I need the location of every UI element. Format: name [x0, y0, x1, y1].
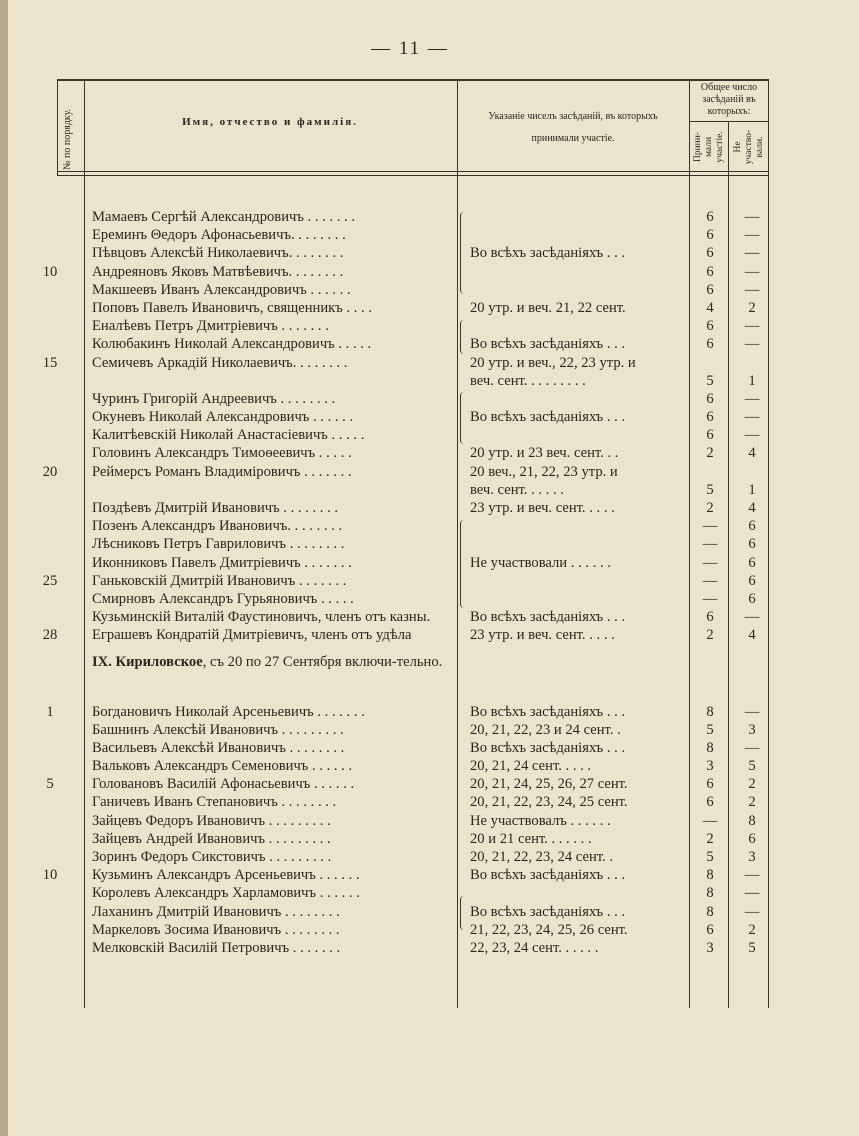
row-not-participated: — — [744, 336, 760, 353]
row-participated: — — [702, 518, 718, 535]
row-number: 10 — [42, 867, 58, 884]
row-name: Кузьминъ Александръ Арсеньевичъ . . . . . . — [92, 867, 360, 884]
table-row — [0, 626, 859, 644]
row-dates: 20, 21, 22, 23, 24, 25 сент. — [470, 794, 628, 811]
row-participated: 2 — [706, 445, 714, 462]
row-number: 5 — [46, 776, 54, 793]
row-dates: Во всѣхъ засѣданіяхъ . . . — [470, 336, 626, 353]
table-row — [0, 499, 859, 517]
header-name: Имя, отчество и фамилія. — [182, 116, 358, 128]
table-row — [0, 463, 859, 481]
header-total: Общее число засѣданій въ которыхъ: — [700, 82, 758, 117]
page-number: — 11 — — [371, 38, 449, 59]
row-name: Головинъ Александръ Тимоѳеевичъ . . . . . — [92, 445, 352, 462]
row-not-participated: 6 — [748, 518, 756, 535]
row-name: Ганичевъ Иванъ Степановичъ . . . . . . . . — [92, 794, 337, 811]
row-dates: 21, 22, 23, 24, 25, 26 сент. — [470, 921, 628, 938]
row-dates: Во всѣхъ засѣданіяхъ . . . — [470, 609, 626, 626]
table-row — [0, 739, 859, 757]
row-name: Позенъ Александръ Ивановичъ. . . . . . . . — [92, 518, 343, 535]
row-not-participated: 6 — [748, 590, 756, 607]
row-not-participated: — — [744, 867, 760, 884]
row-participated: 2 — [706, 627, 714, 644]
row-name: Поздѣевъ Дмитрій Ивановичъ . . . . . . . . — [92, 500, 339, 516]
row-not-participated: 6 — [748, 830, 756, 847]
row-participated: 6 — [706, 776, 714, 793]
header-participated: Прини-мали участіе. — [693, 131, 725, 163]
row-participated: 6 — [706, 409, 714, 426]
table-row — [0, 921, 859, 939]
table-row — [0, 608, 859, 626]
row-participated: — — [702, 536, 718, 553]
row-name: Вальковъ Александръ Семеновичъ . . . . . . — [92, 758, 353, 775]
row-participated: 8 — [706, 703, 714, 720]
row-not-participated: — — [744, 739, 760, 756]
row-not-participated: — — [744, 245, 760, 262]
table-row — [0, 335, 859, 353]
row-dates: 23 утр. и веч. сент. . . . . — [470, 500, 615, 516]
row-participated: 6 — [706, 609, 714, 626]
row-not-participated: 2 — [748, 776, 756, 793]
table-row — [0, 354, 859, 372]
table-row — [0, 703, 859, 721]
table-row — [0, 317, 859, 335]
row-name: Маркеловъ Зосима Ивановичъ . . . . . . . . — [92, 921, 340, 938]
table-row — [0, 812, 859, 830]
row-not-participated: — — [744, 209, 760, 225]
row-participated: 3 — [706, 939, 714, 956]
row-not-participated: — — [744, 427, 760, 444]
table-row — [0, 884, 859, 902]
row-participated: — — [702, 590, 718, 607]
row-dates: Не участвовали . . . . . . — [470, 554, 611, 571]
row-dates: Во всѣхъ засѣданіяхъ . . . — [470, 867, 626, 884]
table-row — [0, 226, 859, 244]
row-name: Кузьминскій Виталій Фаустиновичъ, членъ отъ казны. — [92, 609, 431, 626]
row-not-participated: 3 — [748, 849, 756, 865]
row-name: Чуринъ Григорій Андреевичъ . . . . . . . . — [92, 390, 336, 407]
table-row — [0, 939, 859, 957]
row-participated: — — [702, 554, 718, 571]
row-name: Реймерсъ Романъ Владиміровичъ . . . . . . . — [92, 463, 352, 480]
row-name: Мамаевъ Сергѣй Александровичъ . . . . . . . — [92, 209, 355, 225]
row-not-participated: — — [744, 227, 760, 244]
row-name: Андреяновъ Яковъ Матвѣевичъ. . . . . . . . — [92, 263, 344, 280]
table-row — [0, 444, 859, 462]
row-participated: 8 — [706, 739, 714, 756]
table-row — [0, 263, 859, 281]
row-dates: 20, 21, 22, 23 и 24 сент. . — [470, 721, 621, 738]
row-participated: 6 — [706, 281, 714, 298]
spacer — [0, 691, 859, 703]
section-rest: , съ 20 по 27 Сентября включи-тельно. — [202, 653, 443, 670]
row-not-participated: — — [744, 281, 760, 298]
row-participated: 6 — [706, 245, 714, 262]
row-name: Иконниковъ Павелъ Дмитріевичъ . . . . . . . — [92, 554, 352, 571]
row-not-participated: — — [744, 609, 760, 626]
row-name: Семичевъ Аркадій Николаевичъ. . . . . . . . — [92, 354, 348, 371]
row-participated: 6 — [706, 921, 714, 938]
row-dates: 20 веч., 21, 22, 23 утр. и — [470, 463, 618, 480]
table-row — [0, 848, 859, 866]
table-row — [0, 426, 859, 444]
row-participated: 6 — [706, 318, 714, 335]
row-dates: 20, 21, 22, 23, 24 сент. . — [470, 849, 613, 865]
row-dates: 20, 21, 24, 25, 26, 27 сент. — [470, 776, 628, 793]
row-dates: веч. сент. . . . . . — [470, 481, 564, 498]
row-number: 25 — [42, 572, 58, 589]
row-participated: 6 — [706, 209, 714, 225]
table-row — [0, 372, 859, 390]
row-dates: Во всѣхъ засѣданіяхъ . . . — [470, 903, 626, 920]
row-participated: 6 — [706, 427, 714, 444]
row-participated: 6 — [706, 263, 714, 280]
row-participated: — — [702, 572, 718, 589]
table-row — [0, 554, 859, 572]
table-row — [0, 390, 859, 408]
table-row — [0, 775, 859, 793]
row-not-participated: 4 — [748, 627, 756, 644]
row-participated: — — [702, 812, 718, 829]
row-not-participated: 6 — [748, 536, 756, 553]
row-name: Зоринъ Федоръ Сикстовичъ . . . . . . . . . — [92, 849, 332, 865]
table-row — [0, 517, 859, 535]
table-row — [0, 281, 859, 299]
row-dates: Не участвовалъ . . . . . . — [470, 812, 611, 829]
row-name: Зайцевъ Андрей Ивановичъ . . . . . . . . . — [92, 830, 331, 847]
row-not-participated: — — [744, 263, 760, 280]
row-dates: Во всѣхъ засѣданіяхъ . . . — [470, 245, 626, 262]
row-dates: 20 утр. и 23 веч. сент. . . — [470, 445, 619, 462]
row-not-participated: 1 — [748, 481, 756, 498]
row-dates: Во всѣхъ засѣданіяхъ . . . — [470, 409, 626, 426]
header-dates-line2: принимали участіе. — [531, 133, 615, 144]
table-row — [0, 299, 859, 317]
row-not-participated: 2 — [748, 794, 756, 811]
row-name: Васильевъ Алексѣй Ивановичъ . . . . . . . . — [92, 739, 345, 756]
total-col-divider — [689, 121, 769, 122]
section-roman: IX. — [92, 653, 112, 670]
row-dates: 22, 23, 24 сент. . . . . . — [470, 939, 599, 956]
row-number: 15 — [42, 354, 58, 371]
table-row — [0, 903, 859, 921]
row-not-participated: 2 — [748, 299, 756, 316]
row-name: Богдановичъ Николай Арсеньевичъ . . . . . . . — [92, 703, 365, 720]
row-not-participated: — — [744, 318, 760, 335]
col-line-left — [57, 79, 58, 175]
table-row — [0, 244, 859, 262]
row-participated: 8 — [706, 885, 714, 902]
row-not-participated: 3 — [748, 721, 756, 738]
row-name: Лаханинъ Дмитрій Ивановичъ . . . . . . . . — [92, 903, 340, 920]
row-name: Ереминъ Θедоръ Афонасьевичъ. . . . . . . . — [92, 227, 346, 244]
row-not-participated: 5 — [748, 758, 756, 775]
row-participated: 5 — [706, 849, 714, 865]
row-name: Калитѣевскій Николай Анастасіевичъ . . . . . — [92, 427, 365, 444]
row-dates: 20 утр. и веч., 22, 23 утр. и — [470, 354, 636, 371]
row-not-participated: 8 — [748, 812, 756, 829]
row-name: Окуневъ Николай Александровичъ . . . . . . — [92, 409, 354, 426]
row-number: 1 — [46, 703, 54, 720]
row-dates: 20, 21, 24 сент. . . . . — [470, 758, 592, 775]
row-participated: 8 — [706, 903, 714, 920]
row-participated: 4 — [706, 299, 714, 316]
table-row — [0, 208, 859, 226]
row-not-participated: 6 — [748, 572, 756, 589]
table-row — [0, 535, 859, 553]
row-participated: 6 — [706, 794, 714, 811]
table-row — [0, 408, 859, 426]
table-row — [0, 793, 859, 811]
row-participated: 5 — [706, 721, 714, 738]
row-participated: 6 — [706, 227, 714, 244]
row-not-participated: — — [744, 885, 760, 902]
table-row — [0, 830, 859, 848]
row-name: Зайцевъ Федоръ Ивановичъ . . . . . . . . . — [92, 812, 331, 829]
table-row — [0, 481, 859, 499]
row-not-participated: — — [744, 390, 760, 407]
row-dates: веч. сент. . . . . . . . . — [470, 372, 586, 389]
row-participated: 2 — [706, 830, 714, 847]
header-dates-line1: Указаніе чиселъ засѣданій, въ которыхъ — [488, 111, 658, 122]
row-not-participated: — — [744, 903, 760, 920]
header-bottom-rule-2 — [57, 175, 769, 176]
row-not-participated: — — [744, 703, 760, 720]
row-name: Башнинъ Алексѣй Ивановичъ . . . . . . . . . — [92, 721, 344, 738]
table-body — [0, 208, 859, 957]
row-name: Поповъ Павелъ Ивановичъ, священникъ . . . . — [92, 299, 373, 316]
header-not-participated: Не участво-вали. — [733, 129, 765, 165]
row-participated: 3 — [706, 758, 714, 775]
row-dates: 23 утр. и веч. сент. . . . . — [470, 627, 615, 644]
row-number: 20 — [42, 463, 58, 480]
row-name: Смирновъ Александръ Гурьяновичъ . . . . . — [92, 590, 354, 607]
row-participated: 8 — [706, 867, 714, 884]
table-top-rule — [57, 79, 769, 81]
row-name: Еграшевъ Кондратій Дмитріевичъ, членъ отъ удѣла — [92, 627, 412, 644]
row-dates: Во всѣхъ засѣданіяхъ . . . — [470, 703, 626, 720]
row-not-participated: 5 — [748, 939, 756, 956]
row-name: Головановъ Василій Афонасьевичъ . . . . . . — [92, 776, 355, 793]
row-not-participated: — — [744, 409, 760, 426]
section-title: Кириловское — [115, 653, 203, 670]
table-row — [0, 721, 859, 739]
table-row — [0, 866, 859, 884]
row-name: Пѣвцовъ Алексѣй Николаевичъ. . . . . . . . — [92, 245, 344, 262]
row-name: Мелковскій Василій Петровичъ . . . . . . . — [92, 939, 341, 956]
row-not-participated: 1 — [748, 372, 756, 389]
row-name: Еналѣевъ Петръ Дмитріевичъ . . . . . . . — [92, 318, 329, 335]
row-name: Ганьковскій Дмитрій Ивановичъ . . . . . . . — [92, 572, 347, 589]
row-dates: 20 и 21 сент. . . . . . . — [470, 830, 592, 847]
row-participated: 6 — [706, 390, 714, 407]
row-participated: 2 — [706, 500, 714, 516]
row-name: Макшеевъ Иванъ Александровичъ . . . . . . — [92, 281, 351, 298]
table-row — [0, 572, 859, 590]
table-row — [0, 590, 859, 608]
row-name: Королевъ Александръ Харламовичъ . . . . . . — [92, 885, 360, 902]
row-dates: Во всѣхъ засѣданіяхъ . . . — [470, 739, 626, 756]
row-participated: 5 — [706, 372, 714, 389]
row-number: 10 — [42, 263, 58, 280]
row-name: Колюбакинъ Николай Александровичъ . . . . . — [92, 336, 372, 353]
row-number: 28 — [42, 627, 58, 644]
table-row — [0, 757, 859, 775]
row-participated: 5 — [706, 481, 714, 498]
row-dates: 20 утр. и веч. 21, 22 сент. — [470, 299, 626, 316]
row-name: Лѣсниковъ Петръ Гавриловичъ . . . . . . . . — [92, 536, 345, 553]
header-bottom-rule — [57, 171, 769, 172]
row-not-participated: 6 — [748, 554, 756, 571]
row-not-participated: 4 — [748, 500, 756, 516]
row-participated: 6 — [706, 336, 714, 353]
row-not-participated: 4 — [748, 445, 756, 462]
row-not-participated: 2 — [748, 921, 756, 938]
header-number: № по порядку. — [62, 108, 73, 170]
section-heading — [0, 645, 859, 691]
